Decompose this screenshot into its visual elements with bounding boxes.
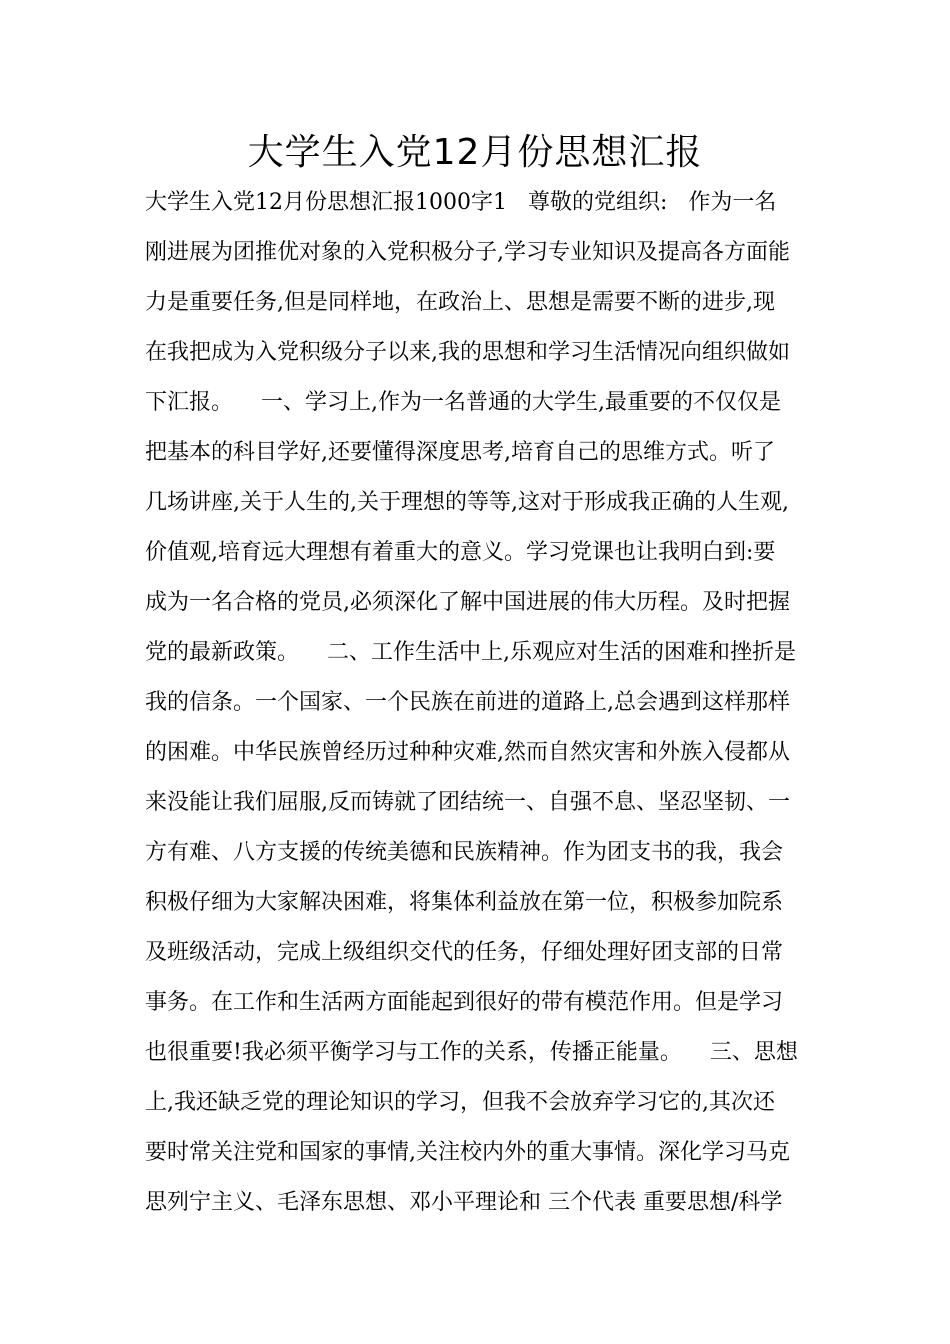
body-line: 事务。在工作和生活两方面能起到很好的带有模范作用。但是学习 — [145, 990, 784, 1015]
body-line: 几场讲座,关于人生的,关于理想的等等,这对于形成我正确的人生观, — [145, 490, 789, 515]
body-line: 成为一名合格的党员,必须深化了解中国进展的伟大历程。及时把握 — [145, 590, 790, 615]
body-line: 下汇报。 一、学习上,作为一名普通的大学生,最重要的不仅仅是 — [145, 390, 781, 415]
body-line: 上,我还缺乏党的理论知识的学习，但我不会放弃学习它的,其次还 — [145, 1090, 775, 1115]
body-line: 及班级活动，完成上级组织交代的任务，仔细处理好团支部的日常 — [145, 940, 784, 965]
document-title: 大学生入党12月份思想汇报 — [247, 132, 703, 173]
body-line: 来没能让我们屈服,反而铸就了团结统一、自强不息、坚忍坚韧、一 — [145, 790, 790, 815]
body-line: 大学生入党12月份思想汇报1000字1 尊敬的党组织: 作为一名 — [145, 190, 777, 215]
body-line: 力是重要任务,但是同样地，在政治上、思想是需要不断的进步,现 — [145, 290, 775, 315]
body-line: 也很重要!我必须平衡学习与工作的关系，传播正能量。 三、思想 — [145, 1040, 798, 1065]
document-body — [145, 178, 817, 1228]
body-line: 价值观,培育远大理想有着重大的意义。学习党课也让我明白到:要 — [145, 540, 776, 565]
body-line: 刚进展为团推优对象的入党积极分子,学习专业知识及提高各方面能 — [145, 240, 790, 265]
body-line: 思列宁主义、毛泽东思想、邓小平理论和 三个代表 重要思想/科学 — [145, 1190, 783, 1215]
body-line: 党的最新政策。 二、工作生活中上,乐观应对生活的困难和挫折是 — [145, 640, 796, 665]
body-line: 方有难、八方支援的传统美德和民族精神。作为团支书的我，我会 — [145, 840, 784, 865]
body-line: 我的信条。一个国家、一个民族在前进的道路上,总会遇到这样那样 — [145, 690, 790, 715]
body-line: 积极仔细为大家解决困难，将集体利益放在第一位，积极参加院系 — [145, 890, 784, 915]
body-line: 在我把成为入党积级分子以来,我的思想和学习生活情况向组织做如 — [145, 340, 790, 365]
body-line: 把基本的科目学好,还要懂得深度思考,培育自己的思维方式。听了 — [145, 440, 775, 465]
body-line: 的困难。中华民族曾经历过种种灾难,然而自然灾害和外族入侵都从 — [145, 740, 790, 765]
body-line: 要时常关注党和国家的事情,关注校内外的重大事情。深化学习马克 — [145, 1140, 790, 1165]
